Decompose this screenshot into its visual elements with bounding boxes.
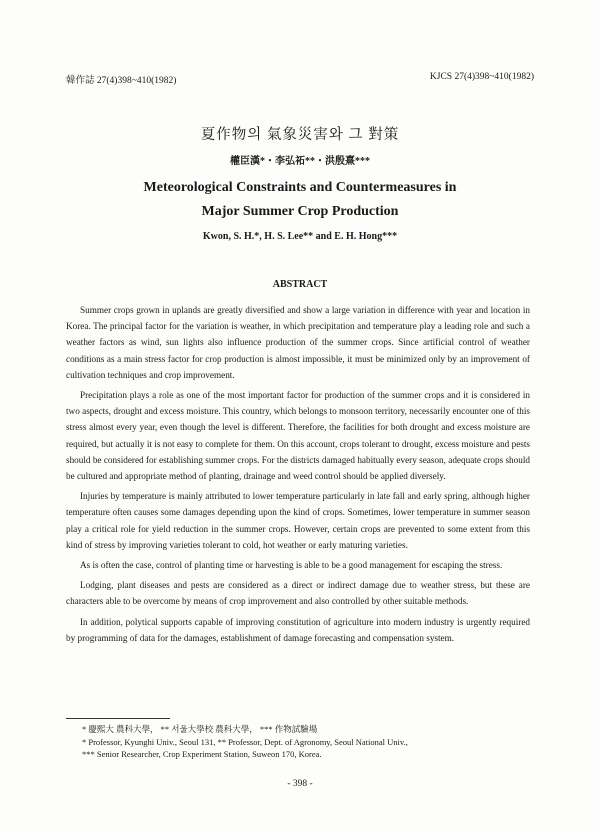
footnote-affiliations-korean: * 慶熙大 農科大學， ** 서울大學校 農科大學， *** 作物試驗場: [82, 724, 318, 734]
authors-english: Kwon, S. H.*, H. S. Lee** and E. H. Hong***: [202, 231, 398, 242]
journal-header-english: KJCS 27(4)398~410(1982): [429, 72, 534, 82]
abstract-body: [66, 302, 530, 650]
abstract-paragraph: Precipitation plays a role as one of the most important factor for production of the summer crops and it is considered in two aspects, drought and excess moisture. This country, which belongs to monsoon territory, necessarily encounter one of this stress almost every year, even though the level is different. Therefore, the facilities for both drought and excess moisture are required, but actually it is not easy to complete for them. On this account, crops tolerant to drought, excess moisture and pests should be considered for establishing summer crops. For the districts damaged habitually every season, adequate crops should be cultured and appropriate method of planting, drainage and weed control should be applied diversely.: [66, 390, 530, 482]
footnote-divider: [66, 718, 170, 719]
title-english-line-2: Major Summer Crop Production: [201, 204, 399, 219]
authors-korean: 權臣漢*・李弘祏**・洪殷熹***: [230, 156, 370, 167]
title-english-line-1: Meteorological Constraints and Countermeasures in: [143, 180, 457, 195]
footnote-affiliations-1: * Professor, Kyunghi Univ., Seoul 131, ** Professor, Dept. of Agronomy, Seoul National Univ.,: [82, 736, 408, 747]
abstract-paragraph: As is often the case, control of planting time or harvesting is able to be a good management for escaping the stress.: [80, 560, 503, 571]
abstract-paragraph: In addition, polytical supports capable of improving constitution of agriculture into modern industry is urgently required by programming of data for the damages, establishment of damage forecasting and compensation system.: [66, 616, 530, 643]
title-english: [0, 176, 600, 224]
title-korean: 夏作物의 氣象災害와 그 對策: [200, 127, 400, 143]
footnotes: [82, 723, 408, 761]
footnote-affiliations-2: *** Senior Researcher, Crop Experiment Station, Suweon 170, Korea.: [82, 749, 322, 759]
abstract-paragraph: Lodging, plant diseases and pests are considered as a direct or indirect damage due to weather stress, but these are characters able to be overcome by means of crop improvement and also controlled by other suitable methods.: [66, 580, 530, 607]
journal-header-korean: 韓作誌 27(4)398~410(1982): [66, 76, 177, 86]
page-number: - 398 -: [287, 779, 313, 789]
abstract-heading: ABSTRACT: [272, 279, 328, 290]
abstract-paragraph: Injuries by temperature is mainly attributed to lower temperature particularly in late fall and early spring, although higher temperature often causes some damages depending upon the kind of crops. Sometimes, lower temperature in summer season play a critical role for yield reduction in the summer crops. However, certain crops are prevented to some extent from this kind of stress by improving varieties tolerant to cold, hot weather or early maturing varieties.: [66, 491, 530, 550]
abstract-paragraph: Summer crops grown in uplands are greatly diversified and show a large variation in difference with year and location in Korea. The principal factor for the variation is weather, in which precipitation and temperature play a leading role and such a weather factors as wind, sun lights also influence production of the summer crops. Since artificial control of weather conditions as a main stress factor for crop production is almost impossible, it must be minimized only by an improvement of cultivation techniques and crop improvement.: [66, 305, 530, 380]
